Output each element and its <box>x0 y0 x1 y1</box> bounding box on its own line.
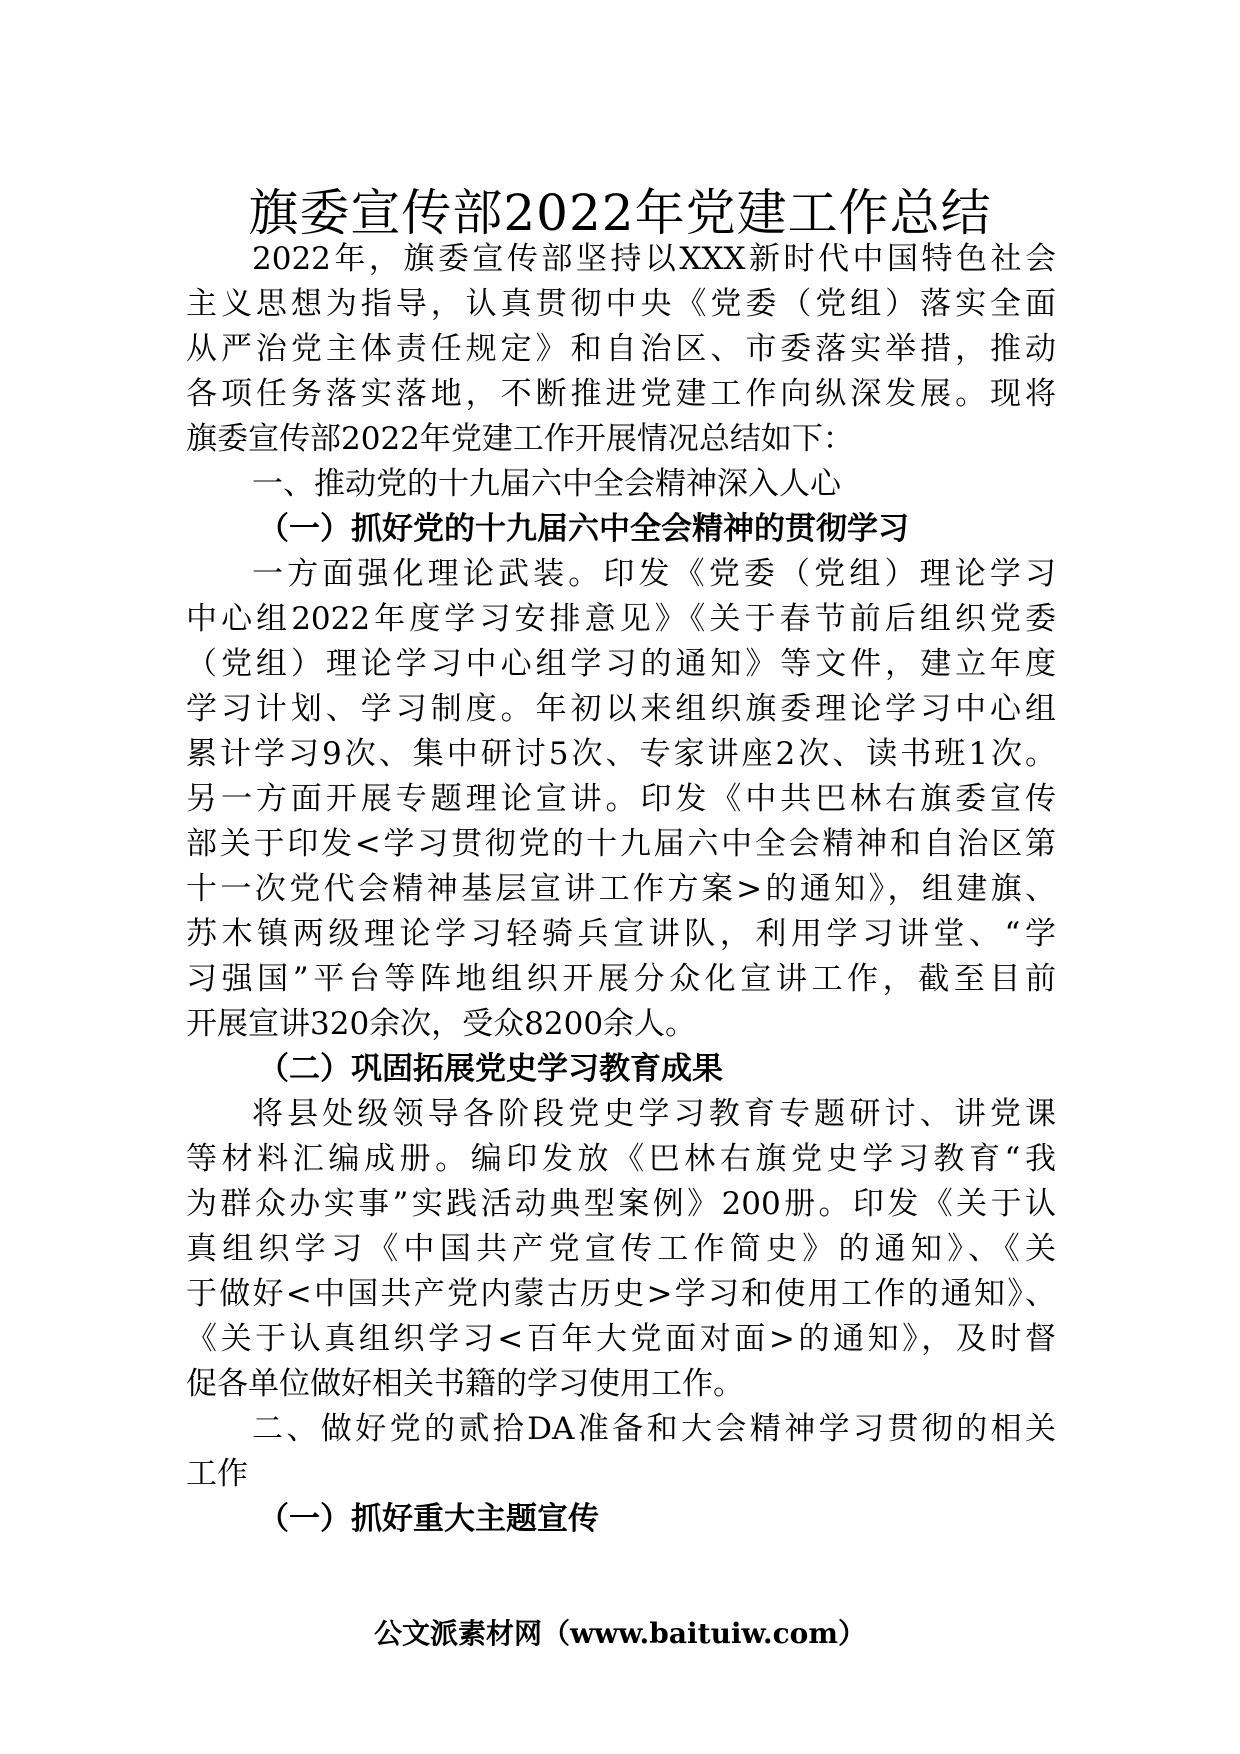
paragraph-line: 将县处级领导各阶段党史学习教育专题研讨、讲党课 <box>252 1096 1056 1132</box>
subsection-heading: （一）抓好重大主题宣传 <box>258 1501 599 1537</box>
paragraph-line: 一方面强化理论武装。印发《党委（党组）理论学习 <box>252 556 1056 592</box>
subsection-heading: （一）抓好党的十九届六中全会精神的贯彻学习 <box>258 511 909 547</box>
paragraph-line: 部关于印发<学习贯彻党的十九届六中全会精神和自治区第 <box>186 826 1056 862</box>
section-heading-continued: 工作 <box>186 1456 248 1492</box>
section-heading: 一、推动党的十九届六中全会精神深入人心 <box>252 466 841 502</box>
paragraph-line: 主义思想为指导，认真贯彻中央《党委（党组）落实全面 <box>186 286 1056 322</box>
paragraph-line: 中心组2022年度学习安排意见》《关于春节前后组织党委 <box>186 601 1056 637</box>
document-title: 旗委宣传部2022年党建工作总结 <box>248 184 992 242</box>
paragraph-line: 各项任务落实落地，不断推进党建工作向纵深发展。现将 <box>186 376 1056 412</box>
paragraph-line: 苏木镇两级理论学习轻骑兵宣讲队，利用学习讲堂、“学 <box>186 916 1056 952</box>
paragraph-line: （党组）理论学习中心组学习的通知》等文件，建立年度 <box>186 646 1056 682</box>
paragraph-line: 等材料汇编成册。编印发放《巴林右旗党史学习教育“我 <box>186 1141 1056 1177</box>
paragraph-line: 《关于认真组织学习<百年大党面对面>的通知》，及时督 <box>186 1321 1056 1357</box>
paragraph-line: 习强国”平台等阵地组织开展分众化宣讲工作，截至目前 <box>186 961 1056 997</box>
paragraph-line: 学习计划、学习制度。年初以来组织旗委理论学习中心组 <box>186 691 1056 727</box>
paragraph-line: 累计学习9次、集中研讨5次、专家讲座2次、读书班1次。 <box>186 736 1056 772</box>
paragraph-line: 于做好<中国共产党内蒙古历史>学习和使用工作的通知》、 <box>186 1276 1056 1312</box>
paragraph-line: 另一方面开展专题理论宣讲。印发《中共巴林右旗委宣传 <box>186 781 1056 817</box>
paragraph-line: 从严治党主体责任规定》和自治区、市委落实举措，推动 <box>186 331 1056 367</box>
paragraph-line: 旗委宣传部2022年党建工作开展情况总结如下： <box>186 421 854 457</box>
paragraph-line: 为群众办实事”实践活动典型案例》200册。印发《关于认 <box>186 1186 1056 1222</box>
paragraph-line: 开展宣讲320余次，受众8200余人。 <box>186 1006 697 1042</box>
paragraph-line: 促各单位做好相关书籍的学习使用工作。 <box>186 1366 744 1402</box>
paragraph-line: 2022年，旗委宣传部坚持以XXX新时代中国特色社会 <box>252 241 1056 277</box>
footer-watermark: 公文派素材网（www.baituiw.com） <box>374 1617 866 1650</box>
paragraph-line: 真组织学习《中国共产党宣传工作简史》的通知》、《关 <box>186 1231 1056 1267</box>
paragraph-line: 十一次党代会精神基层宣讲工作方案>的通知》，组建旗、 <box>186 871 1056 907</box>
subsection-heading: （二）巩固拓展党史学习教育成果 <box>258 1051 723 1087</box>
section-heading: 二、做好党的贰拾DA准备和大会精神学习贯彻的相关 <box>252 1411 1056 1447</box>
